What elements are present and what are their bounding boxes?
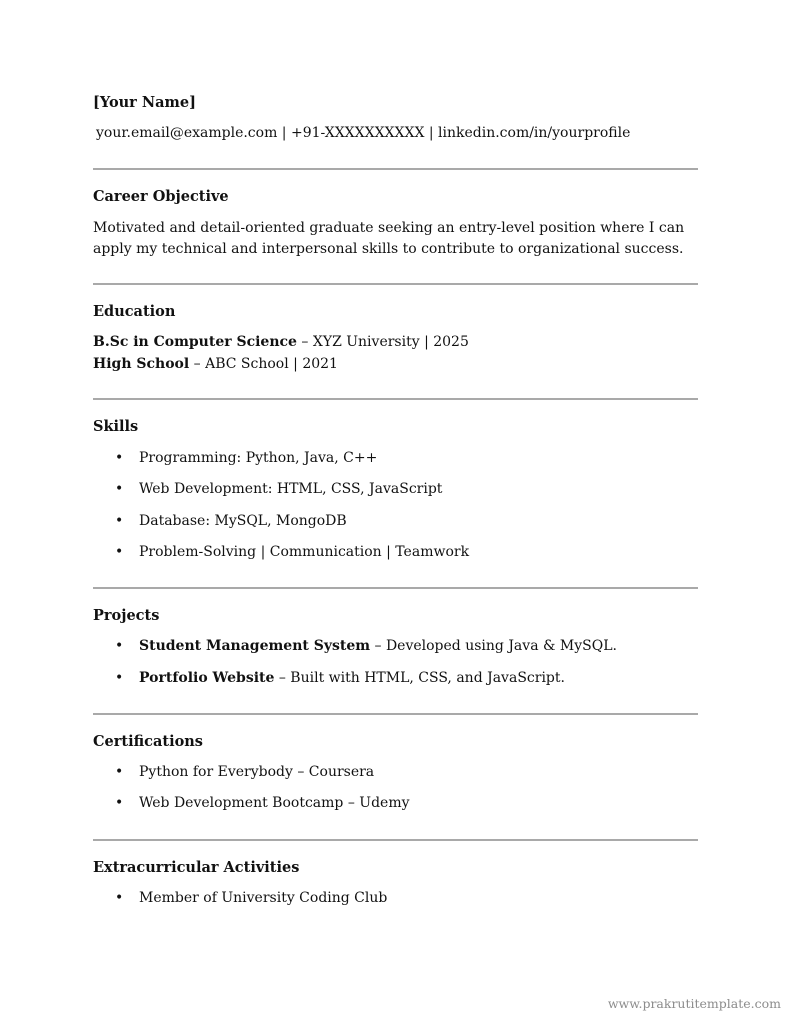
bullet-icon: • (115, 638, 124, 654)
project-text (139, 638, 617, 654)
extracurricular-text: Member of University Coding Club (139, 890, 388, 906)
bullet-icon: • (115, 795, 124, 811)
section-title-certifications: Certifications (93, 733, 203, 750)
section-title-projects: Projects (93, 607, 160, 624)
footer-watermark: www.prakrutitemplate.com (607, 996, 781, 1011)
section-title-extracurricular: Extracurricular Activities (93, 859, 300, 876)
project-name: Portfolio Website (139, 670, 275, 686)
education-detail: – ABC School | 2021 (189, 356, 338, 372)
bullet-icon: • (115, 670, 124, 686)
section-divider (93, 587, 698, 589)
section-divider (93, 168, 698, 170)
project-detail: – Built with HTML, CSS, and JavaScript. (274, 670, 565, 686)
section-title-education: Education (93, 303, 176, 320)
section-divider (93, 713, 698, 715)
section-divider (93, 283, 698, 285)
bullet-icon: • (115, 544, 124, 560)
education-detail: – XYZ University | 2025 (296, 334, 469, 350)
section-title-skills: Skills (93, 418, 139, 435)
bullet-icon: • (115, 481, 124, 497)
project-text (139, 670, 565, 686)
career-objective-text: Motivated and detail-oriented graduate seeking an entry-level position where I can apply my technical and interpersonal skills to contribute to organizational success. (93, 220, 685, 257)
certification-text: Web Development Bootcamp – Udemy (139, 795, 410, 811)
skill-text: Web Development: HTML, CSS, JavaScript (139, 481, 443, 497)
resume-name: [Your Name] (93, 94, 196, 111)
section-divider (93, 839, 698, 841)
education-degree: High School (93, 356, 190, 372)
skill-text: Database: MySQL, MongoDB (139, 513, 347, 529)
education-degree: B.Sc in Computer Science (93, 334, 297, 350)
bullet-icon: • (115, 513, 124, 529)
certification-text: Python for Everybody – Coursera (139, 764, 375, 780)
bullet-icon: • (115, 890, 124, 906)
project-detail: – Developed using Java & MySQL. (370, 638, 617, 654)
skill-text: Programming: Python, Java, C++ (139, 450, 378, 466)
skill-text: Problem-Solving | Communication | Teamwork (139, 544, 470, 560)
section-divider (93, 398, 698, 400)
education-entry (93, 356, 338, 372)
contact-line: your.email@example.com | +91-XXXXXXXXXX | linkedin.com/in/yourprofile (96, 125, 631, 141)
project-name: Student Management System (139, 638, 371, 654)
section-title-career-objective: Career Objective (93, 188, 229, 205)
bullet-icon: • (115, 450, 124, 466)
bullet-icon: • (115, 764, 124, 780)
education-entry (93, 334, 469, 350)
